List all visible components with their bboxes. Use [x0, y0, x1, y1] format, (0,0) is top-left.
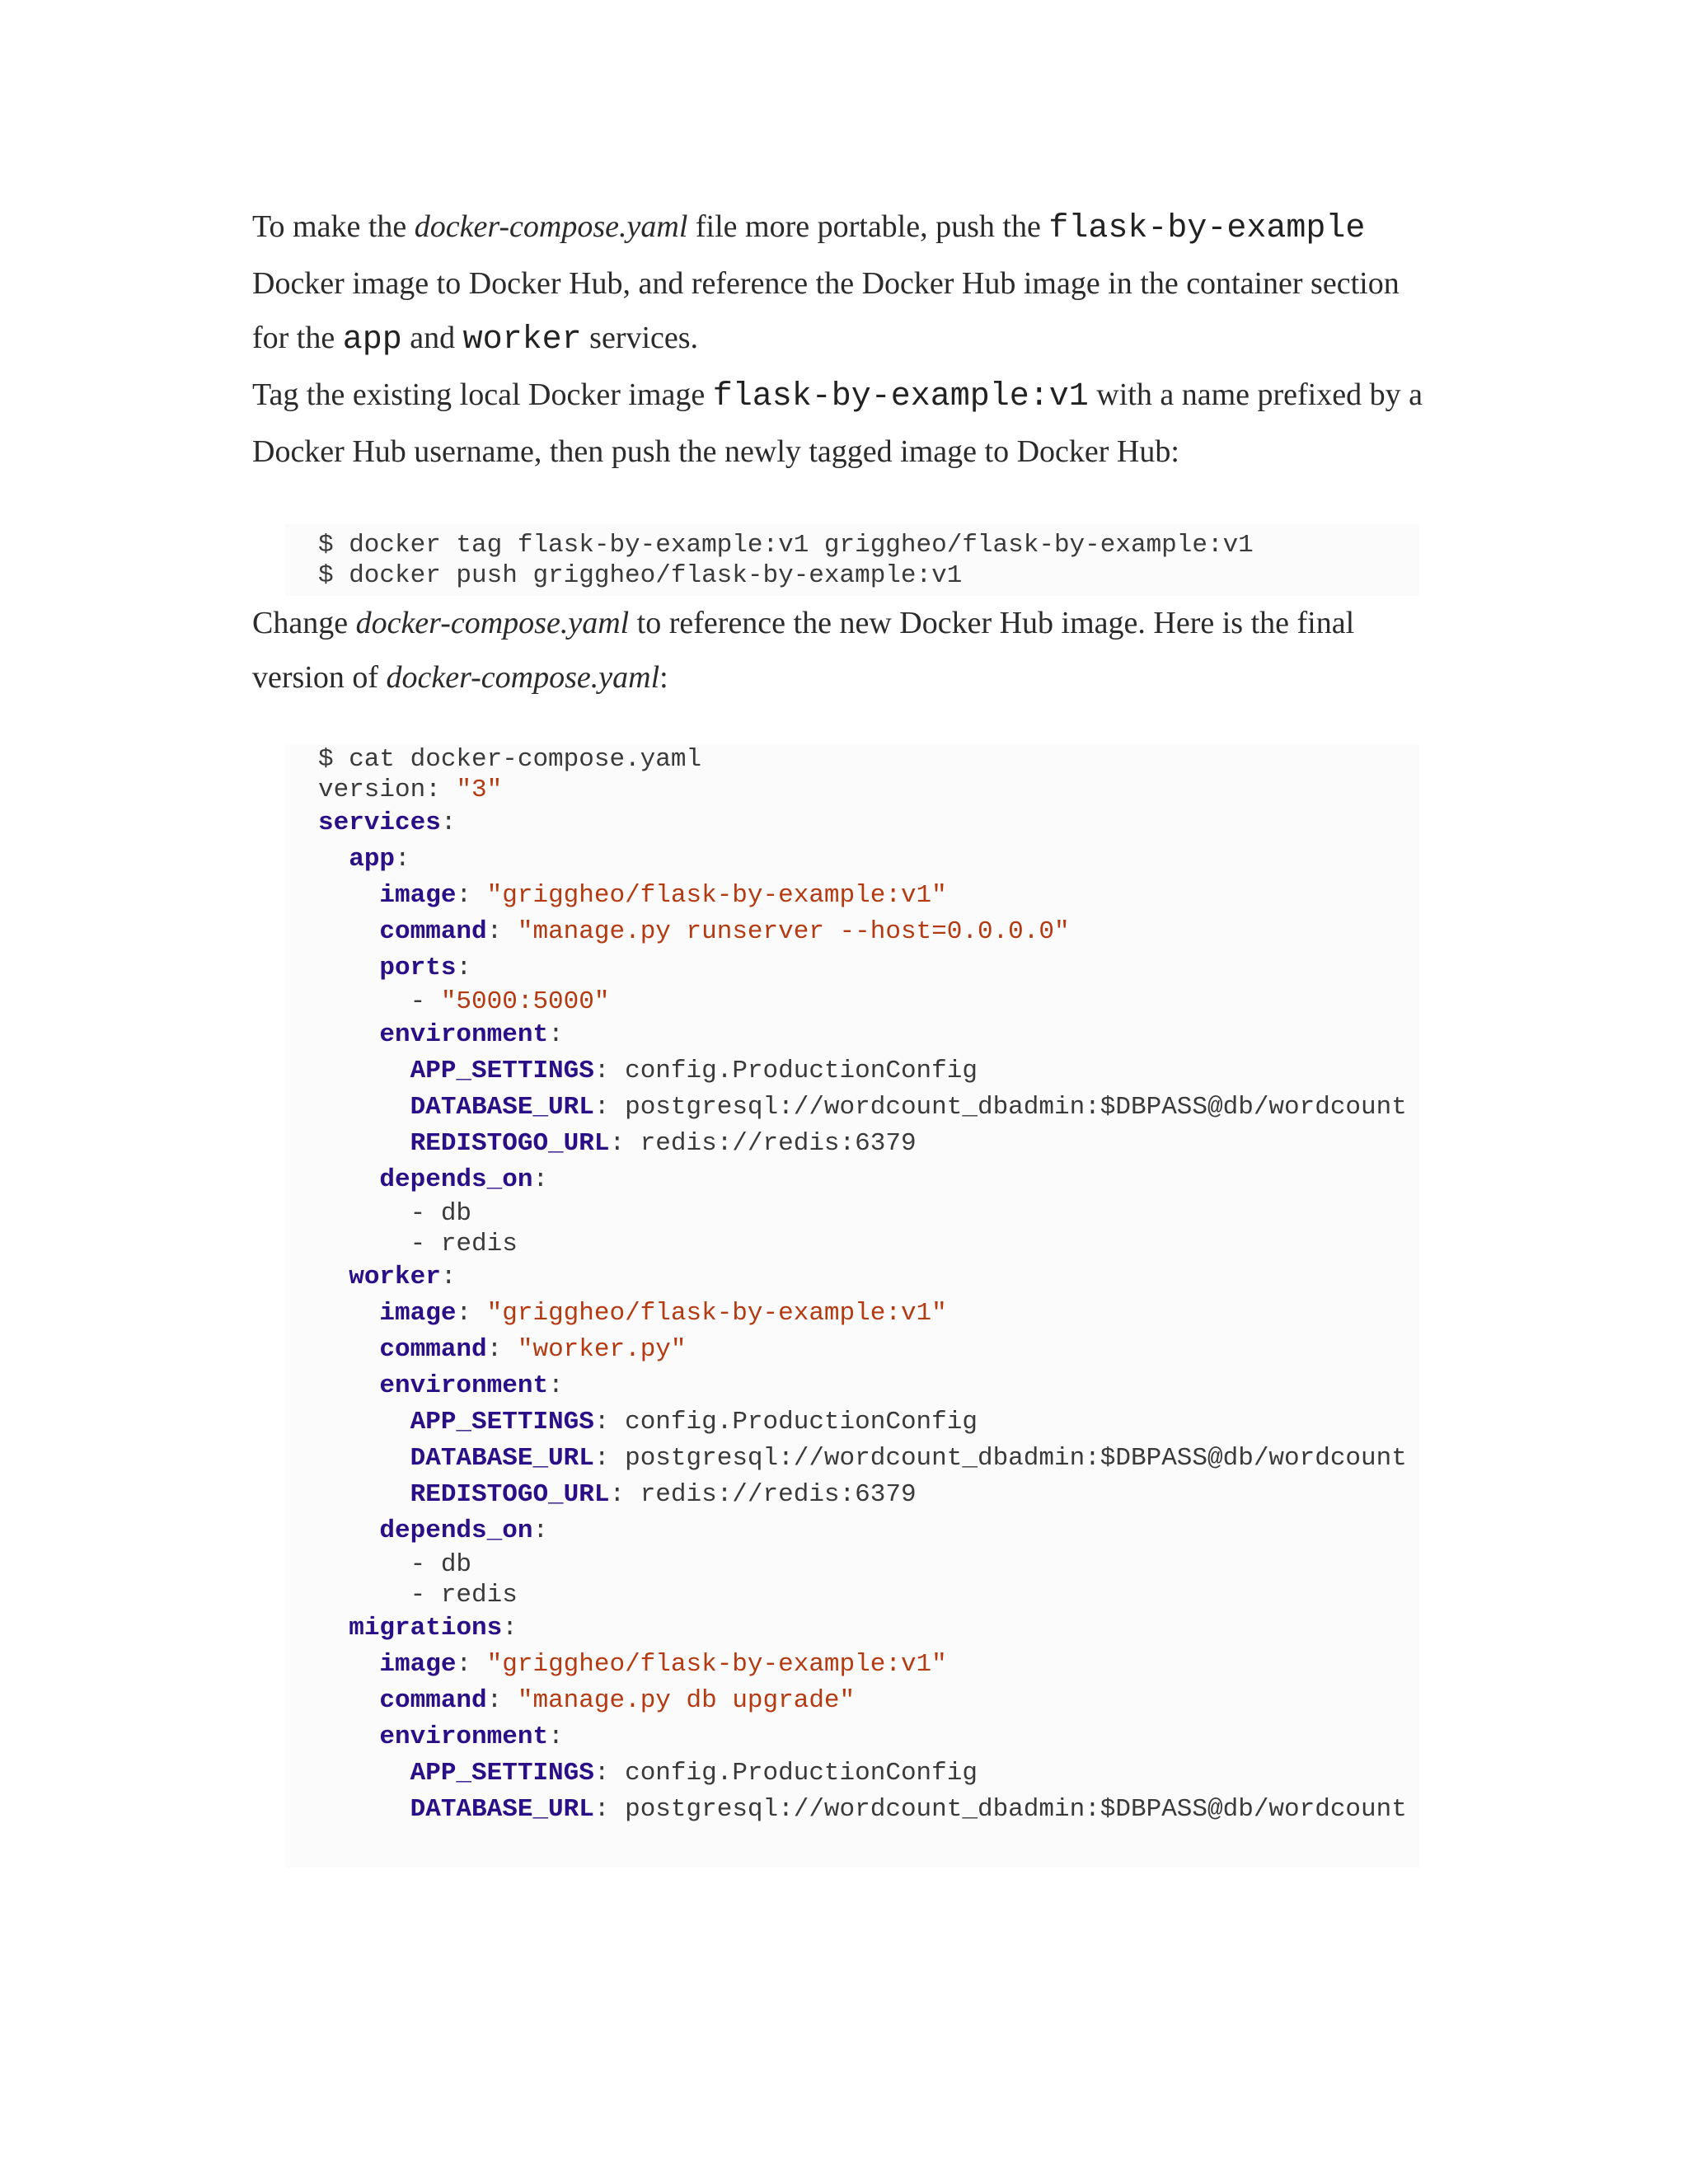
code-line: image: "griggheo/flask-by-example:v1"	[379, 1650, 947, 1679]
filename: docker-compose.yaml	[355, 606, 630, 640]
filename: docker-compose.yaml	[414, 209, 688, 244]
code-line: DATABASE_URL: postgresql://wordcount_dbadmin:$DBPASS@db/wordcount	[410, 1795, 1407, 1824]
code-line: - redis	[318, 1581, 518, 1610]
paragraph-change: Change docker-compose.yaml to reference the new Docker Hub image. Here is the final version of docker-compose.yaml:	[252, 606, 1355, 695]
filename: docker-compose.yaml	[386, 660, 660, 695]
inline-code: app	[342, 321, 402, 359]
code-line: environment:	[379, 1371, 564, 1400]
code-line: - "5000:5000"	[318, 987, 610, 1016]
code-line: environment:	[379, 1020, 564, 1049]
code-line: worker:	[349, 1263, 457, 1291]
code-line: APP_SETTINGS: config.ProductionConfig	[410, 1408, 978, 1436]
code-line: command: "manage.py db upgrade"	[379, 1686, 856, 1715]
code-block-tag-push	[285, 524, 1419, 596]
code-line: REDISTOGO_URL: redis://redis:6379	[410, 1129, 917, 1158]
code-line: $ docker tag flask-by-example:v1 griggheo/flask-by-example:v1	[318, 531, 1254, 560]
inline-code: flask-by-example	[1048, 210, 1366, 247]
code-line: REDISTOGO_URL: redis://redis:6379	[410, 1480, 917, 1509]
paragraph-tag: Tag the existing local Docker image flask-by-example:v1 with a name prefixed by a Docker Hub username, then push the newly tagged image to Docker Hub:	[252, 377, 1423, 469]
code-line: $ cat docker-compose.yaml	[318, 745, 702, 774]
paragraph-intro: To make the docker-compose.yaml file more portable, push the flask-by-example Docker image to Docker Hub, and reference the Docker Hub image in the container section for the app and worker services.	[252, 209, 1400, 359]
code-line: version: "3"	[318, 776, 503, 804]
code-line: $ docker push griggheo/flask-by-example:v1	[318, 561, 963, 590]
code-line: services:	[318, 808, 457, 837]
code-line: environment:	[379, 1722, 564, 1751]
code-line: DATABASE_URL: postgresql://wordcount_dbadmin:$DBPASS@db/wordcount	[410, 1093, 1407, 1122]
code-line: app:	[349, 845, 410, 874]
code-line: - db	[318, 1199, 472, 1228]
code-line: command: "manage.py runserver --host=0.0.0.0"	[379, 917, 1070, 946]
code-line: APP_SETTINGS: config.ProductionConfig	[410, 1759, 978, 1788]
code-line: image: "griggheo/flask-by-example:v1"	[379, 1299, 947, 1328]
code-line: command: "worker.py"	[379, 1335, 687, 1364]
code-line: - db	[318, 1550, 472, 1579]
code-line: image: "griggheo/flask-by-example:v1"	[379, 881, 947, 910]
inline-code: flask-by-example:v1	[712, 378, 1089, 415]
page-content	[252, 199, 1423, 1868]
code-line: depends_on:	[379, 1516, 549, 1545]
code-line: ports:	[379, 954, 472, 982]
code-line: depends_on:	[379, 1165, 549, 1194]
inline-code: worker	[462, 321, 582, 359]
code-line: APP_SETTINGS: config.ProductionConfig	[410, 1057, 978, 1085]
code-line: - redis	[318, 1230, 518, 1258]
code-block-compose	[285, 744, 1419, 1868]
code-line: migrations:	[349, 1614, 518, 1643]
code-line: DATABASE_URL: postgresql://wordcount_dbadmin:$DBPASS@db/wordcount	[410, 1444, 1407, 1473]
